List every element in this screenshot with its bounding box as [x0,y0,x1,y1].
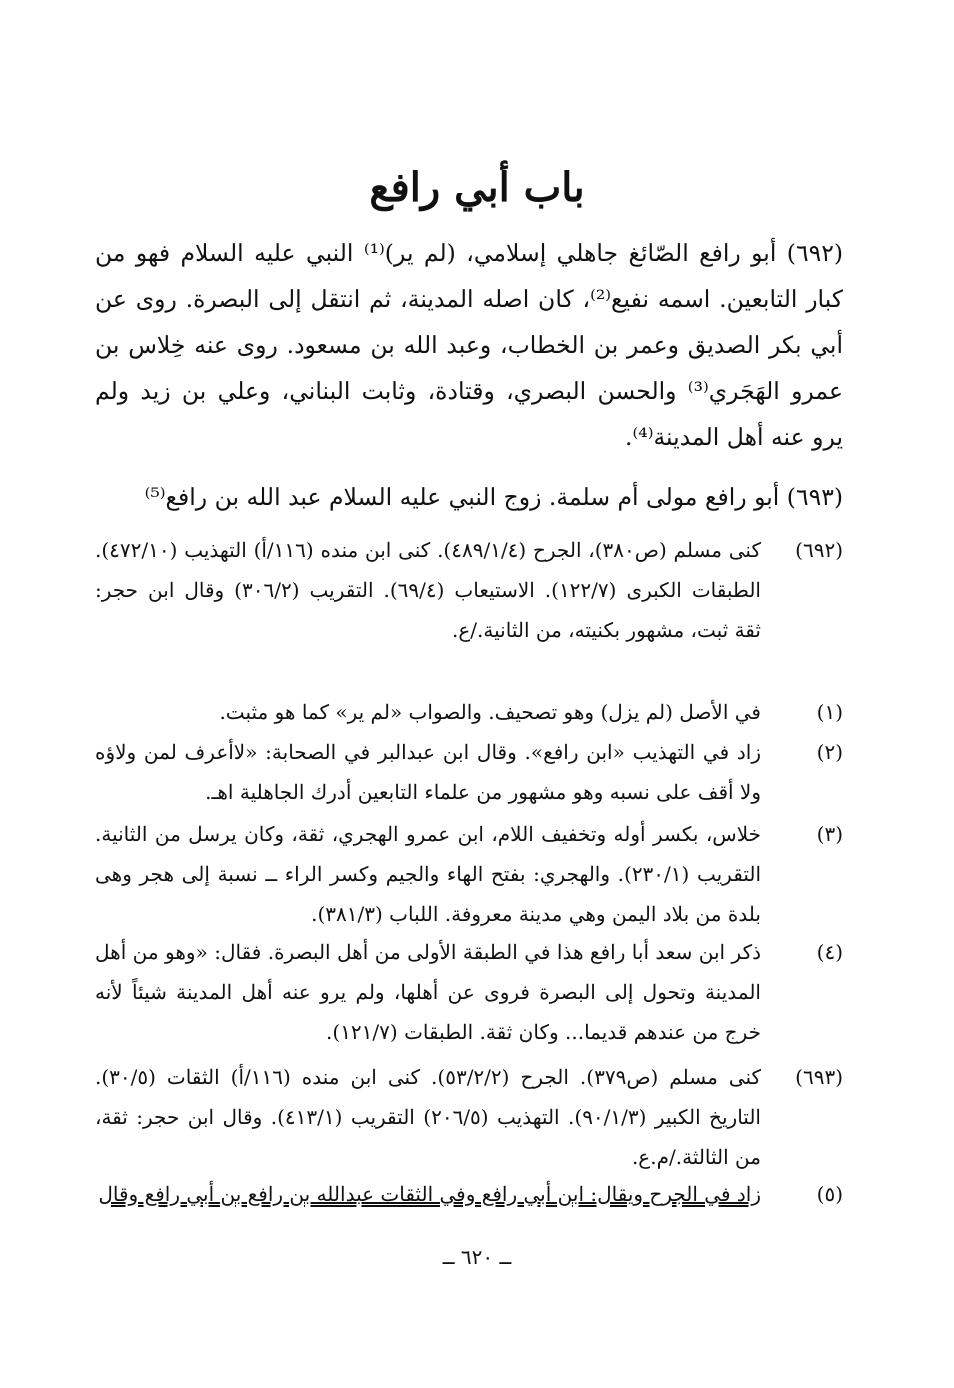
footnote-label: (٦٩٢) [795,538,843,562]
footnote-text: خلاس، بكسر أوله وتخفيف اللام، ابن عمرو الهجري، ثقة، وكان يرسل من الثانية. التقريب (٢٣٠/١). والهجري: بفتح الهاء والجيم وكسر الراء ــ نسبة إلى هجر وهى بلدة من بلاد اليمن وهي مدينة معروفة. اللباب (٣٨١/٣). [95,822,762,926]
entry-number: (٦٩٣) [786,483,843,511]
footnote-1 [95,693,843,733]
entry-number: (٦٩٢) [786,239,843,267]
page-number: ــ ٦٢٠ ــ [442,1245,512,1269]
footnote-693 [95,1058,843,1177]
entry-text: أبو رافع الصّائغ جاهلي إسلامي، (لم ير)⁽¹⁾ النبي عليه السلام فهو من كبار التابعين. اسمه نفيع⁽²⁾، كان اصله المدينة، ثم انتقل إلى البصرة. روى عن أبي بكر الصديق وعمر بن الخطاب، وعبد الله بن مسعود. روى عنه خِلاس بن عمرو الهَجَري⁽³⁾ والحسن البصري، وقتادة، وثابت البناني، وعلي بن زيد ولم يرو عنه أهل المدينة⁽⁴⁾. [95,239,844,451]
footnote-3 [95,815,843,934]
biography-entry-692 [95,230,843,460]
footnote-text: كنى مسلم (ص٣٨٠)، الجرح (٤٨٩/١/٤). كنى ابن منده (١١٦/أ) التهذيب (٤٧٢/١٠). الطبقات الكبرى (١٢٢/٧). الاستيعاب (٦٩/٤). التقريب (٣٠٦/٢) وقال ابن حجر: ثقة ثبت، مشهور بكنيته، من الثانية./ع. [95,538,761,642]
footnote-label: (٦٩٣) [795,1065,843,1089]
footnote-5 [95,1175,843,1215]
footnote-2 [95,733,843,813]
chapter-title: باب أبي رافع [369,164,585,211]
footnote-text: زاد في الجرح ويقال: ابن أبي رافع وفي الثقات عبدالله بن رافع بن أبي رافع وقال [98,1182,761,1206]
footnote-4 [95,933,843,1052]
footnote-text: كنى مسلم (ص٣٧٩). الجرح (٥٣/٢/٢). كنى ابن منده (١١٦/أ) الثقات (٣٠/٥). التاريخ الكبير (٩٠/١/٣). التهذيب (٢٠٦/٥) التقريب (٤١٣/١). وقال ابن حجر: ثقة، من الثالثة./م.ع. [95,1065,762,1169]
biography-entry-693 [95,474,843,520]
footnote-text: في الأصل (لم يزل) وهو تصحيف. والصواب «لم ير» كما هو مثبت. [219,700,761,724]
footnote-692 [95,531,843,650]
footnote-label: (٣) [816,822,843,846]
footnote-label: (٥) [816,1182,843,1206]
footnote-label: (٢) [816,740,843,764]
footnote-label: (٤) [816,940,843,964]
footnote-text: زاد في التهذيب «ابن رافع». وقال ابن عبدالبر في الصحابة: «لاأعرف لمن ولاؤه ولا أقف على نسبه وهو مشهور من علماء التابعين أدرك الجاهلية اهـ. [95,740,761,804]
entry-text: أبو رافع مولى أم سلمة. زوج النبي عليه السلام عبد الله بن رافع⁽⁵⁾ [144,483,780,511]
footnote-label: (١) [816,700,843,724]
footnote-text: ذكر ابن سعد أبا رافع هذا في الطبقة الأولى من أهل البصرة. فقال: «وهو من أهل المدينة وتحول إلى البصرة فروى عن أهلها، ولم يرو عنه أهل المدينة شيئاً لأنه خرج من عندهم قديما... وكان ثقة. الطبقات (١٢١/٧). [95,940,761,1044]
